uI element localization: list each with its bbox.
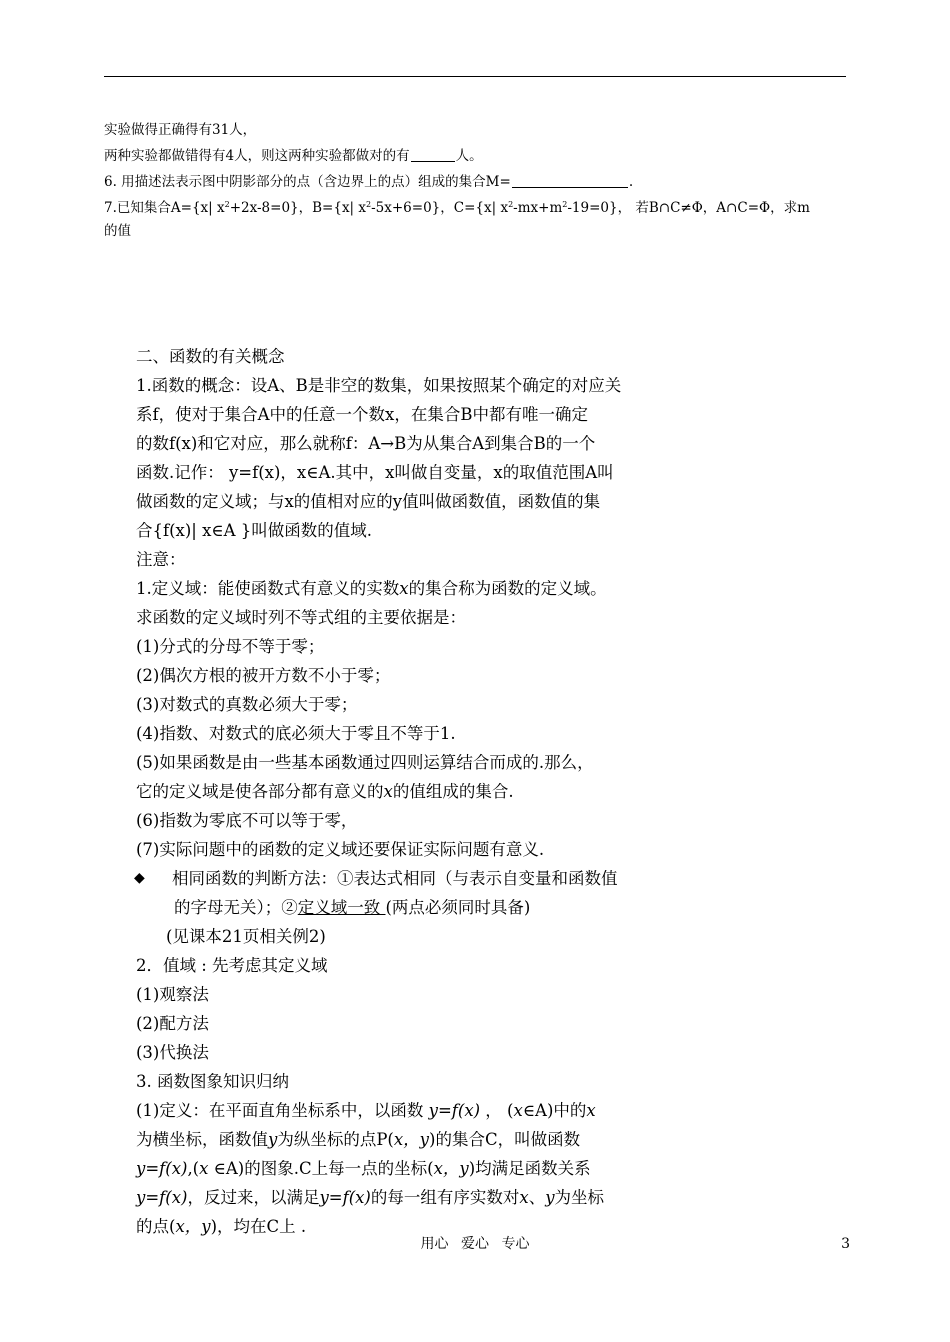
rule-item: (2)偶次方根的被开方数不小于零；	[136, 666, 391, 685]
text: 1.定义域：能使函数式有意义的实数	[136, 579, 400, 598]
rule-item: (3)对数式的真数必须大于零；	[136, 695, 358, 714]
exercise-line	[104, 221, 864, 241]
text: -19=0}， 若B∩C≠Φ，A∩C=Φ，求m	[567, 200, 810, 216]
section-heading: 二、函数的有关概念	[136, 347, 285, 366]
paragraph-line: 合{f(x)| x∈A }叫做函数的值域.	[136, 521, 373, 540]
rule-item: (7)实际问题中的函数的定义域还要保证实际问题有意义.	[136, 840, 545, 859]
paragraph-line	[136, 1096, 696, 1125]
answer-blank	[411, 147, 455, 162]
variable: x	[399, 579, 409, 598]
text: 为坐标	[554, 1188, 605, 1207]
method-item: (1)观察法	[136, 985, 209, 1004]
text: -5x+6=0}，C={x| x	[371, 200, 509, 216]
paragraph-line: 的数f(x)和它对应，那么就称f：A→B为从集合A到集合B的一个	[136, 434, 596, 453]
rule-item: (4)指数、对数式的底必须大于零且不等于1.	[136, 724, 456, 743]
paragraph-line	[136, 1125, 696, 1154]
text: 它的定义域是使各部分都有意义的	[136, 782, 384, 801]
text: 人。	[455, 148, 483, 164]
paragraph-line: 做函数的定义域；与x的值相对应的y值叫做函数值，函数值的集	[136, 492, 601, 511]
variable: y=f(x)	[319, 1188, 371, 1207]
paragraph-line: 系f，使对于集合A中的任意一个数x，在集合B中都有唯一确定	[136, 405, 588, 424]
rule-item: (1)分式的分母不等于零；	[136, 637, 325, 656]
text: )的集合C，叫做函数	[429, 1130, 581, 1149]
header-rule	[104, 76, 846, 77]
superscript: 2	[224, 200, 230, 209]
bullet-item	[134, 864, 696, 893]
text: 的点(	[136, 1217, 176, 1236]
superscript: 2	[366, 200, 372, 209]
paragraph-line: 1.函数的概念：设A、B是非空的数集，如果按照某个确定的对应关	[136, 376, 622, 395]
text: 的字母无关）；②	[174, 898, 298, 917]
subsection-heading: 3. 函数图象知识归纳	[136, 1072, 289, 1091]
paragraph-line	[136, 574, 696, 603]
text: ∈A)中的	[522, 1101, 587, 1120]
exercise-line-6	[104, 169, 864, 195]
method-item: (3)代换法	[136, 1043, 209, 1062]
paragraph-line	[136, 1154, 696, 1183]
text: 7.已知集合A={x| x	[104, 200, 225, 216]
bullet-item-continued: (见课本21页相关例2)	[166, 927, 326, 946]
text: -mx+m	[513, 200, 563, 216]
text: ,(	[187, 1159, 200, 1178]
text: 实验做得正确得有31人，	[104, 122, 257, 138]
text: (1)定义：在平面直角坐标系中，以函数	[136, 1101, 429, 1120]
text: 的值组成的集合.	[392, 782, 514, 801]
bullet-item-continued	[136, 893, 696, 922]
variable: x	[383, 782, 393, 801]
text: 的每一组有序实数对	[370, 1188, 520, 1207]
subsection-heading: 2．值域 : 先考虑其定义域	[136, 956, 328, 975]
text: ， (	[480, 1101, 514, 1120]
exercise-line-7	[104, 195, 864, 221]
variable: x	[519, 1188, 529, 1207]
paragraph-line	[136, 1183, 696, 1212]
variable: x，y	[433, 1159, 469, 1178]
text: 6. 用描述法表示图中阴影部分的点（含边界上的点）组成的集合M=	[104, 174, 511, 190]
rule-item: (6)指数为零底不可以等于零，	[136, 811, 358, 830]
underlined-text: 定义域一致	[297, 898, 386, 917]
text: 的集合称为函数的定义域。	[408, 579, 607, 598]
rule-item-continued	[136, 777, 696, 806]
text: ∈A)的图象.C上每一点的坐标(	[208, 1159, 434, 1178]
variable: y	[545, 1188, 555, 1207]
text: +2x-8=0}，B={x| x	[229, 200, 367, 216]
text: 两种实验都做错得有4人，则这两种实验都做对的有	[104, 148, 410, 164]
page-number: 3	[841, 1236, 850, 1252]
paragraph-line: 求函数的定义域时列不等式组的主要依据是：	[136, 608, 466, 627]
superscript: 2	[508, 200, 514, 209]
footer-motto: 用心 爱心 专心	[420, 1236, 530, 1252]
answer-blank	[512, 173, 628, 188]
text: )，均在C上 .	[210, 1217, 307, 1236]
variable: x	[199, 1159, 209, 1178]
variable: y	[268, 1130, 278, 1149]
variable: y=f(x)	[136, 1159, 188, 1178]
variable: x	[586, 1101, 596, 1120]
variable: x	[513, 1101, 523, 1120]
text: ，反过来，以满足	[187, 1188, 320, 1207]
text: )均满足函数关系	[468, 1159, 591, 1178]
rule-item: (5)如果函数是由一些基本函数通过四则运算结合而成的.那么，	[136, 753, 594, 772]
text: 、	[528, 1188, 546, 1207]
function-concepts-section	[136, 342, 696, 1241]
superscript: 2	[562, 200, 568, 209]
page-footer	[0, 1233, 950, 1255]
variable: x，y	[175, 1217, 211, 1236]
variable: y=f(x)	[136, 1188, 188, 1207]
text: (两点必须同时具备)	[385, 898, 531, 917]
text: 为纵坐标的点P(	[277, 1130, 394, 1149]
exercise-section	[104, 117, 864, 241]
method-item: (2)配方法	[136, 1014, 209, 1033]
note-label: 注意：	[136, 550, 186, 569]
exercise-line	[104, 143, 864, 169]
text: .	[628, 174, 634, 190]
variable: y=f(x)	[428, 1101, 481, 1120]
text: 相同函数的判断方法：①表达式相同（与表示自变量和函数值	[172, 869, 618, 888]
variable: x，y	[393, 1130, 430, 1149]
exercise-line	[104, 117, 864, 143]
diamond-bullet-icon: ◆	[134, 870, 145, 886]
text: 的值	[104, 223, 131, 239]
paragraph-line: 函数.记作： y=f(x)，x∈A.其中，x叫做自变量，x的取值范围A叫	[136, 463, 614, 482]
text: 为横坐标，函数值	[136, 1130, 268, 1149]
